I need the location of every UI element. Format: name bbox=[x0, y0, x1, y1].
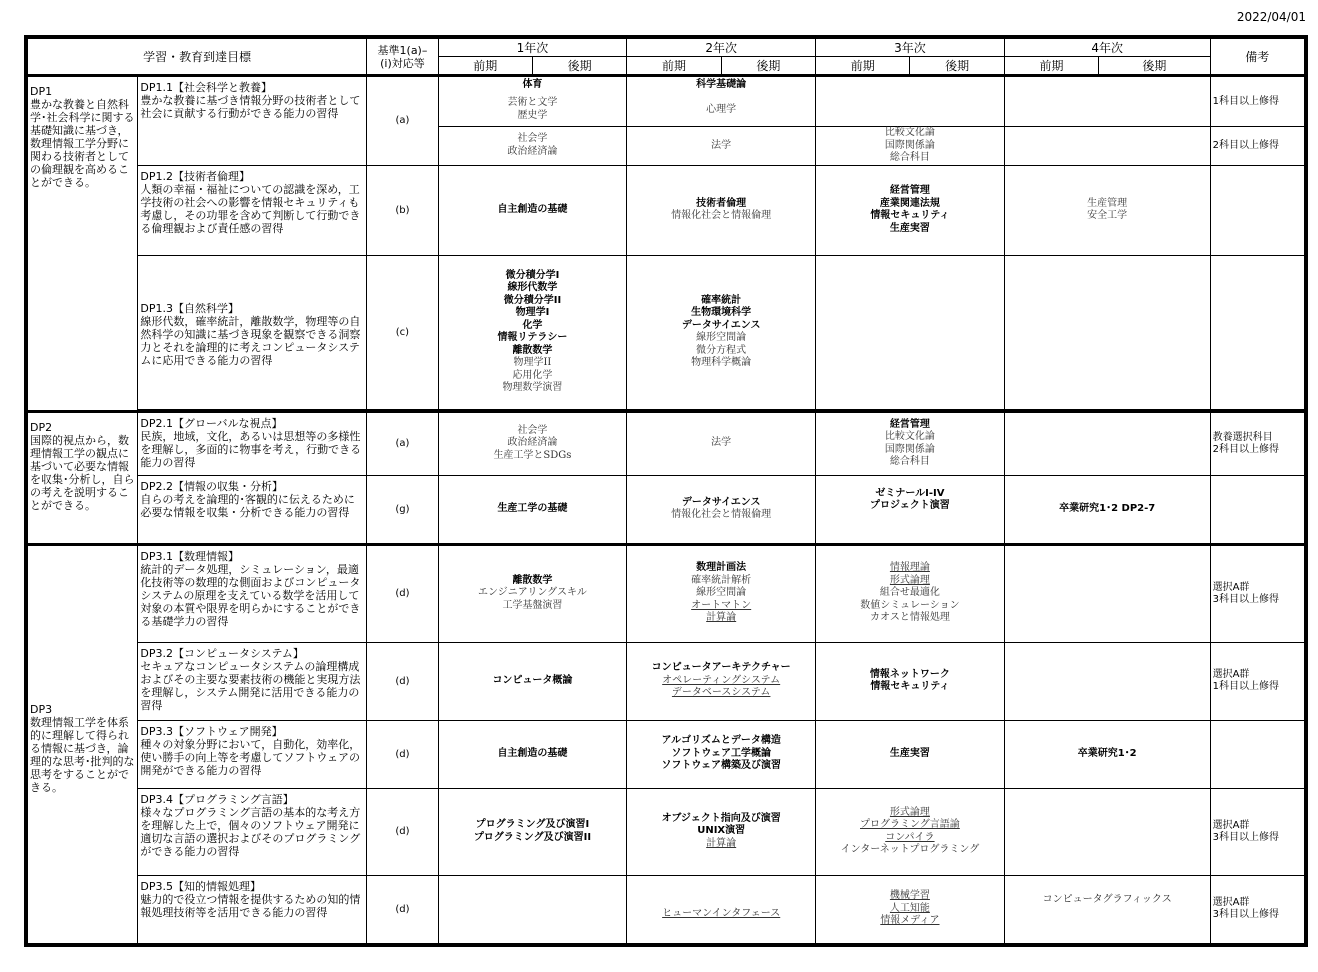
cell-course: 体育 bbox=[438, 76, 627, 94]
cell-course: 社会学 政治経済論 bbox=[438, 127, 627, 166]
criteria-header: 基準1(a)– (i)対応等 bbox=[367, 39, 438, 76]
term-header: 前期 bbox=[816, 57, 910, 76]
cell-course: コンピュータアーキテクチャー bbox=[651, 662, 791, 674]
year-header: 3年次 bbox=[816, 39, 1005, 57]
term-header: 前期 bbox=[438, 57, 532, 76]
term-header: 前期 bbox=[1004, 57, 1098, 76]
year-header: 4年次 bbox=[1004, 39, 1210, 57]
remarks-header: 備考 bbox=[1210, 39, 1304, 76]
cell-course: 比較文化論 国際関係論 総合科目 bbox=[816, 127, 1005, 166]
note: 教養選択科目 2科目以上修得 bbox=[1210, 411, 1304, 475]
term-header: 後期 bbox=[721, 57, 815, 76]
note: 2科目以上修得 bbox=[1210, 127, 1304, 166]
cell-course: ゼミナールI-IV プロジェクト演習 bbox=[816, 475, 1005, 544]
cell-course: 法学 bbox=[627, 127, 816, 166]
dp3-2-label: DP3.2【コンピュータシステム】 セキュアなコンピュータシステムの論理構成およびその主要な要素技術の機能と実現方法を理解し，システム開発に活用できる能力の習得 bbox=[138, 642, 367, 720]
cell-course: 確率統計 生物環境科学 データサイエンス bbox=[681, 294, 761, 331]
cell-course: 物理学II 応用化学 物理数学演習 bbox=[502, 357, 563, 393]
cell-course: 数理計画法 bbox=[696, 562, 747, 574]
cell-course: 科学基礎論 bbox=[627, 76, 816, 94]
dp1-3-label: DP1.3【自然科学】 線形代数，確率統計，離散数学，物理等の自然科学の知識に基づき現象を観察できる洞察力とそれを論理的に考えコンピュータシステムに応用できる能力の習得 bbox=[138, 255, 367, 409]
cell-course: コンピュータ概論 bbox=[438, 642, 627, 720]
cell-course: 技術者倫理 bbox=[696, 197, 747, 209]
cell-course: 自主創造の基礎 bbox=[438, 165, 627, 255]
cell-course: 経営管理 bbox=[889, 418, 930, 430]
cell-course: オートマトン 計算論 bbox=[691, 599, 752, 624]
note: 選択A群 3科目以上修得 bbox=[1210, 788, 1304, 875]
note: 選択A群 3科目以上修得 bbox=[1210, 544, 1304, 642]
term-header: 後期 bbox=[532, 57, 626, 76]
cell-course: 生産工学の基礎 bbox=[438, 475, 627, 544]
note: 選択A群 3科目以上修得 bbox=[1210, 875, 1304, 943]
dp2-title: DP2 国際的視点から，数理情報工学の観点に基づいて必要な情報を収集･分析し，自らの考えを説明することができる。 bbox=[28, 411, 138, 544]
cell-course: 心理学 bbox=[627, 94, 816, 127]
cell-course: 確率統計解析 線形空間論 bbox=[691, 574, 752, 599]
cell-course: 微分積分学I 線形代数学 微分積分学II 物理学I 化学 情報リテラシー 離散数学 bbox=[497, 269, 568, 356]
cell-course: 芸術と文学 歴史学 bbox=[438, 94, 627, 127]
cell-course: 組合せ最適化 数値シミュレーション カオスと情報処理 bbox=[860, 587, 960, 624]
term-header: 後期 bbox=[1099, 57, 1210, 76]
cell-course: エンジニアリングスキル 工学基盤演習 bbox=[477, 587, 587, 611]
dp2-2-label: DP2.2【情報の収集・分析】 自らの考えを論理的･客観的に伝えるために必要な情報を収集・分析できる能力の習得 bbox=[138, 475, 367, 544]
cell-course: 情報ネットワーク 情報セキュリティ bbox=[816, 642, 1005, 720]
cell-course: 比較文化論 国際関係論 総合科目 bbox=[884, 431, 935, 467]
cell-course: 離散数学 bbox=[512, 574, 553, 586]
cell-course: 情報化社会と情報倫理 bbox=[671, 509, 772, 520]
cell-course: コンピュータグラフィックス bbox=[1004, 875, 1210, 943]
dp2-2-code: (g) bbox=[367, 475, 438, 544]
dp1-2-code: (b) bbox=[367, 165, 438, 255]
cell-course: 卒業研究1･2 DP2-7 bbox=[1004, 475, 1210, 544]
dp3-1-code: (d) bbox=[367, 544, 438, 642]
curriculum-table bbox=[27, 38, 1305, 944]
document-date: 2022/04/01 bbox=[1236, 10, 1306, 24]
cell-course: アルゴリズムとデータ構造 ソフトウェア工学概論 ソフトウェア構築及び演習 bbox=[627, 720, 816, 788]
cell-course: 法学 bbox=[627, 411, 816, 475]
cell-course: オペレーティングシステム データベースシステム bbox=[662, 674, 781, 699]
cell-course: 生産管理 安全工学 bbox=[1004, 165, 1210, 255]
note: 選択A群 1科目以上修得 bbox=[1210, 642, 1304, 720]
cell-course: 経営管理 産業関連法規 情報セキュリティ 生産実習 bbox=[816, 165, 1005, 255]
dp3-3-code: (d) bbox=[367, 720, 438, 788]
dp3-4-label: DP3.4【プログラミング言語】 様々なプログラミング言語の基本的な考え方を理解した上で，個々のソフトウェア開発に適切な言語の選択およびそのプログラミングができる能力の習得 bbox=[138, 788, 367, 875]
dp1-2-label: DP1.2【技術者倫理】 人類の幸福・福祉についての認識を深め，工学技術の社会への影響を情報セキュリティも考慮し，その功罪を含めて判断して行動できる倫理観および責任感の習得 bbox=[138, 165, 367, 255]
cell-course: 形式論理 プログラミング言語論 コンパイラ bbox=[860, 806, 960, 843]
cell-course: 情報化社会と情報倫理 bbox=[671, 210, 772, 221]
dp1-1-code: (a) bbox=[367, 76, 438, 166]
dp1-1-label: DP1.1【社会科学と教養】 豊かな教養に基づき情報分野の技術者として社会に貢献する行動ができる能力の習得 bbox=[138, 76, 367, 166]
dp2-1-label: DP2.1【グローバルな視点】 民族，地域，文化，あるいは思想等の多様性を理解し，多面的に物事を考え，行動できる能力の習得 bbox=[138, 411, 367, 475]
dp3-1-label: DP3.1【数理情報】 統計的データ処理，シミュレーション，最適化技術等の数理的な側面およびコンピュータシステムの原理を支えている数学を活用して対象の本質や限界を明らかにすることができる基礎学力の習得 bbox=[138, 544, 367, 642]
dp3-4-code: (d) bbox=[367, 788, 438, 875]
cell-course: ヒューマンインタフェース bbox=[627, 875, 816, 943]
cell-course: 卒業研究1･2 bbox=[1004, 720, 1210, 788]
note: 1科目以上修得 bbox=[1210, 76, 1304, 127]
cell-course: 自主創造の基礎 bbox=[438, 720, 627, 788]
cell-course: オブジェクト指向及び演習 UNIX演習 bbox=[661, 812, 781, 837]
cell-course: 計算論 bbox=[706, 837, 737, 849]
cell-course: プログラミング及び演習I プログラミング及び演習II bbox=[438, 788, 627, 875]
cell-course: 情報理論 形式論理 bbox=[889, 562, 930, 586]
cell-course: 社会学 政治経済論 生産工学とSDGs bbox=[438, 411, 627, 475]
dp3-2-code: (d) bbox=[367, 642, 438, 720]
cell-course: インターネットプログラミング bbox=[840, 844, 980, 855]
dp3-title: DP3 数理情報工学を体系的に理解して得られる情報に基づき，論理的な思考･批判的な思考をすることができる。 bbox=[28, 544, 138, 943]
cell-course: 生産実習 bbox=[816, 720, 1005, 788]
term-header: 後期 bbox=[910, 57, 1004, 76]
year-header: 2年次 bbox=[627, 39, 816, 57]
dp1-3-code: (c) bbox=[367, 255, 438, 409]
cell-course: 線形空間論 微分方程式 物理科学概論 bbox=[691, 332, 752, 368]
term-header: 前期 bbox=[627, 57, 721, 76]
dp3-3-label: DP3.3【ソフトウェア開発】 種々の対象分野において，自動化，効率化，使い勝手の向上等を考慮してソフトウェアの開発ができる能力の習得 bbox=[138, 720, 367, 788]
dp2-1-code: (a) bbox=[367, 411, 438, 475]
cell-course: データサイエンス bbox=[681, 496, 761, 508]
year-header: 1年次 bbox=[438, 39, 627, 57]
goal-header: 学習・教育到達目標 bbox=[28, 39, 367, 76]
dp3-5-label: DP3.5【知的情報処理】 魅力的で役立つ情報を提供するための知的情報処理技術等を活用できる能力の習得 bbox=[138, 875, 367, 943]
dp3-5-code: (d) bbox=[367, 875, 438, 943]
cell-course: 機械学習 人工知能 情報メディア bbox=[816, 875, 1005, 943]
dp1-title: DP1 豊かな教養と自然科学･社会科学に関する基礎知識に基づき，数理情報工学分野に関わる技術者としての倫理観を高めることができる。 bbox=[28, 76, 138, 412]
